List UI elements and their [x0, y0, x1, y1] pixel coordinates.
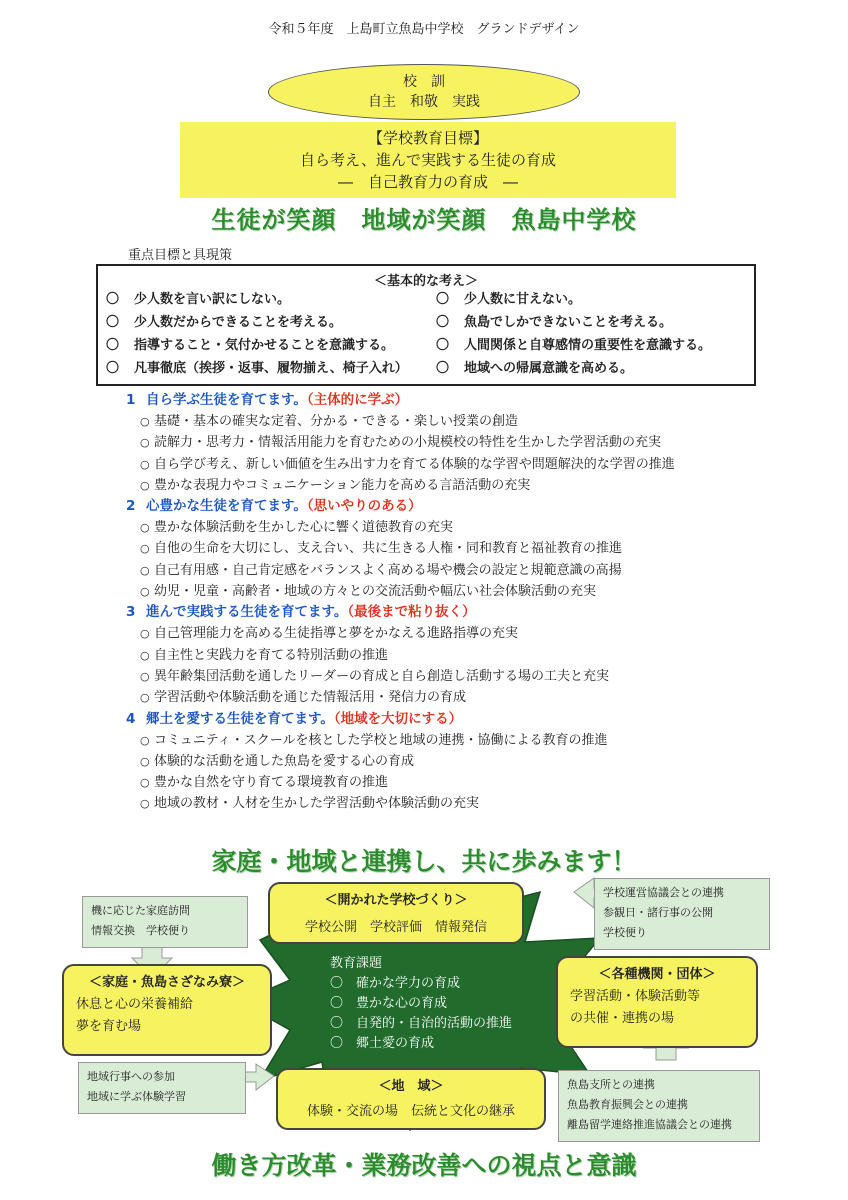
section-item: ○ 豊かな自然を守り育てる環境教育の推進: [140, 775, 389, 791]
section-tag: （思いやりのある）: [306, 498, 422, 515]
family-box: [62, 964, 272, 1056]
note-agencies: 魚島支所との連携 魚島教育振興会との連携 離島留学連絡推進協議会との連携: [558, 1070, 760, 1142]
motto-label: 校 訓: [403, 74, 445, 90]
section-item: ○ 幼児・児童・高齢者・地域の方々との交流活動や幅広い社会体験活動の充実: [140, 584, 597, 600]
section-item: ○ コミュニティ・スクールを核とした学校と地域の連携・協働による教育の推進: [140, 732, 608, 748]
section-item: ○ 読解力・思考力・情報活用能力を育むための小規模校の特性を生かした学習活動の充実: [140, 435, 662, 451]
section-tag: （最後まで粘り抜く）: [347, 604, 476, 621]
note-community: 地域行事への参加 地域に学ぶ体験学習: [78, 1062, 246, 1114]
basic-item: 〇 少人数を言い訳にしない。: [106, 288, 436, 308]
basic-ideas-title: ＜基本的な考え＞: [373, 274, 478, 289]
agencies-title: ＜各種機関・団体＞: [598, 967, 716, 982]
section-title: 1 自ら学ぶ生徒を育てます。（主体的に学ぶ）: [126, 392, 409, 408]
basic-item: 〇 魚島でしかできないことを考える。: [436, 311, 756, 331]
section-item: ○ 豊かな表現力やコミュニケーション能力を高める言語活動の充実: [140, 477, 531, 493]
goal-sub: ― 自己教育力の育成 ―: [337, 173, 518, 191]
agencies-line: 学習活動・体験活動等: [570, 989, 701, 1004]
section-item: ○ 学習活動や体験活動を通じた情報活用・発信力の育成: [140, 690, 467, 706]
section-title: 4 郷土を愛する生徒を育てます。（地域を大切にする）: [126, 710, 463, 727]
circle-marker: 〇: [106, 338, 120, 353]
section-item: ○ 異年齢集団活動を通したリーダーの育成と自ら創造し活動する場の工夫と充実: [140, 668, 610, 684]
section-title: 2 心豊かな生徒を育てます。（思いやりのある）: [126, 498, 422, 515]
circle-marker: 〇: [106, 361, 120, 376]
family-title: ＜家庭・魚島さざなみ寮＞: [88, 975, 245, 990]
school-motto: [268, 64, 580, 120]
goal-main: 自ら考え、進んで実践する生徒の育成: [300, 151, 556, 169]
basic-item: 〇 人間関係と自尊感情の重要性を意識する。: [436, 334, 756, 354]
note-school: 学校運営協議会との連携 参観日・諸行事の公開 学校便り: [594, 878, 770, 950]
section-item: ○ 基礎・基本の確実な定着、分かる・できる・楽しい授業の創造: [140, 414, 519, 429]
community-box: [276, 1068, 546, 1130]
section-tag: （地域を大切にする）: [333, 710, 463, 727]
basic-item: 〇 少人数に甘えない。: [436, 288, 756, 308]
basic-item: 〇 地域への帰属意識を高める。: [436, 357, 756, 377]
collaboration-diagram: [0, 830, 848, 1200]
open-school-title: ＜開かれた学校づくり＞: [324, 893, 468, 908]
section-item: ○ 自己有用感・自己肯定感をバランスよく高める場や機会の設定と規範意識の高揚: [140, 562, 622, 578]
family-line: 夢を育む場: [76, 1019, 142, 1034]
basic-ideas-box: [96, 264, 756, 386]
section-title: 3 進んで実践する生徒を育てます。（最後まで粘り抜く）: [126, 604, 476, 621]
open-school-body: 学校公開 学校評価 情報発信: [304, 920, 487, 935]
basic-item: 〇 指導すること・気付かせることを意識する。: [106, 334, 436, 354]
section-item: ○ 豊かな体験活動を生かした心に響く道徳教育の充実: [140, 520, 454, 536]
school-slogan: 生徒が笑顔 地域が笑顔 魚島中学校: [211, 206, 637, 234]
circle-marker: 〇: [106, 292, 120, 307]
circle-marker: 〇: [436, 361, 450, 376]
education-issue: 〇 豊かな心の育成: [330, 996, 448, 1011]
section-item: ○ 自ら学び考え、新しい価値を生み出す力を育てる体験的な学習や問題解決的な学習の推進: [140, 456, 675, 472]
focus-label: 重点目標と具現策: [128, 248, 233, 263]
basic-item: 〇 凡事徹底（挨拶・返事、履物揃え、椅子入れ）: [106, 357, 436, 377]
work-reform-slogan: 働き方改革・業務改善への視点と意識: [211, 1151, 637, 1180]
circle-marker: 〇: [436, 315, 450, 330]
agencies-line: の共催・連携の場: [570, 1011, 675, 1026]
motto-values: 自主 和敬 実践: [368, 94, 480, 110]
circle-marker: 〇: [436, 338, 450, 353]
community-body: 体験・交流の場 伝統と文化の継承: [306, 1104, 515, 1119]
section-item: ○ 体験的な活動を通した魚島を愛する心の育成: [140, 753, 415, 769]
collaboration-slogan: 家庭・地域と連携し、共に歩みます！: [211, 847, 637, 876]
school-education-goal: [180, 122, 676, 198]
note-family: 機に応じた家庭訪問 情報交換 学校便り: [82, 896, 248, 948]
agencies-box: [556, 956, 758, 1048]
focus-goals-list: [120, 390, 820, 815]
education-issue: 〇 確かな学力の育成: [330, 976, 461, 991]
open-school-box: [268, 882, 524, 944]
education-issue: 〇 郷土愛の育成: [330, 1036, 435, 1051]
goal-label: 【学校教育目標】: [367, 129, 488, 147]
education-issues-title: 教育課題: [330, 956, 383, 971]
education-issue: 〇 自発的・自治的活動の推進: [330, 1016, 513, 1031]
community-title: ＜地 域＞: [378, 1079, 444, 1094]
section-tag: （主体的に学ぶ）: [306, 392, 409, 408]
education-issues: [330, 954, 560, 1054]
circle-marker: 〇: [106, 315, 120, 330]
section-item: ○ 自己管理能力を高める生徒指導と夢をかなえる進路指導の充実: [140, 626, 519, 642]
circle-marker: 〇: [436, 292, 450, 307]
basic-item: 〇 少人数だからできることを考える。: [106, 311, 436, 331]
section-item: ○ 地域の教材・人材を生かした学習活動や体験活動の充実: [140, 796, 480, 812]
document-title: 令和５年度 上島町立魚島中学校 グランドデザイン: [268, 22, 580, 37]
section-item: ○ 自主性と実践力を育てる特別活動の推進: [140, 647, 389, 663]
section-item: ○ 自他の生命を大切にし、支え合い、共に生きる人権・同和教育と福祉教育の推進: [140, 541, 623, 557]
family-line: 休息と心の栄養補給: [76, 997, 194, 1012]
